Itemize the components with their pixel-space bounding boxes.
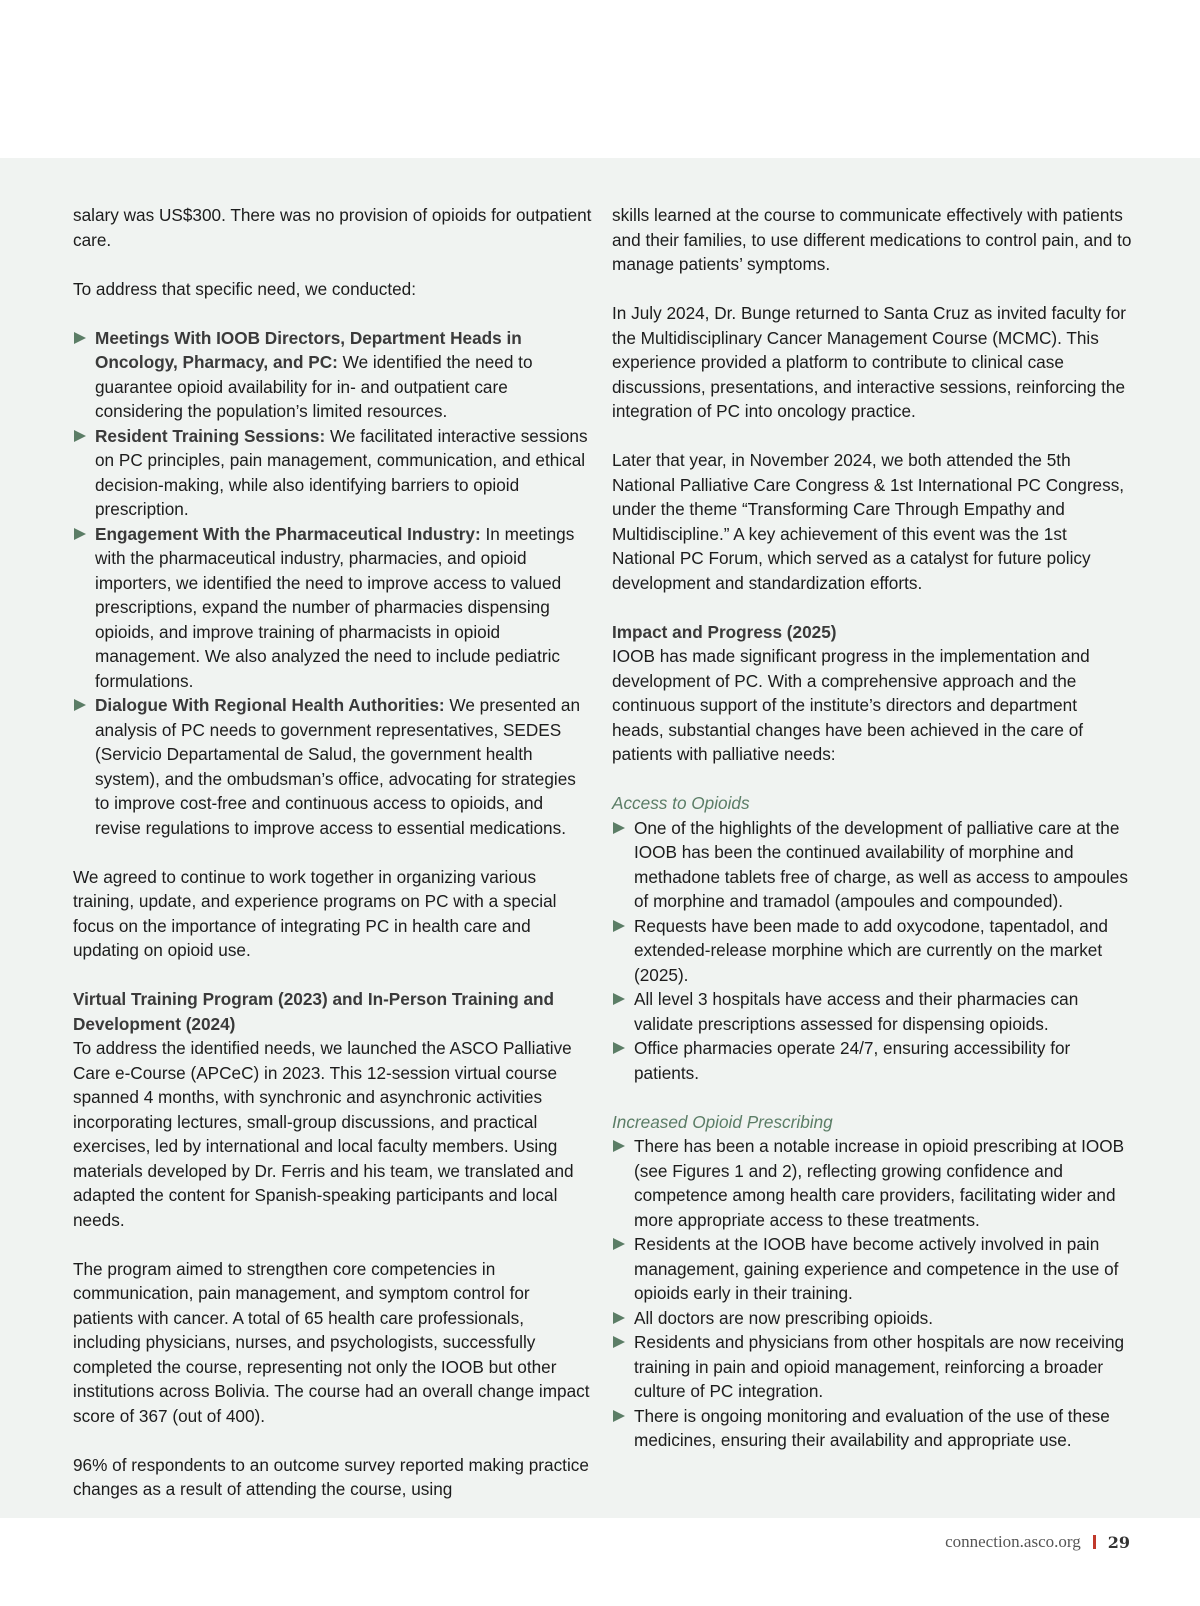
list-item: Residents at the IOOB have become actively involved in pain management, gaining experience and competence in the use of opioids early in their training. — [612, 1232, 1132, 1306]
page-footer — [945, 1532, 1130, 1552]
triangle-bullet-icon — [74, 430, 86, 442]
paragraph-later: Later that year, in November 2024, we both attended the 5th National Palliative Care Congress & 1st International PC Congress, under the theme “Transforming Care Through Empathy and Multidiscipline.” A key achievement of this event was the 1st National PC Forum, which served as a catalyst for future policy development and standardization efforts. — [612, 450, 1125, 593]
subheading-increased: Increased Opioid Prescribing — [612, 1111, 833, 1132]
conducted-list — [73, 326, 593, 841]
triangle-bullet-icon — [613, 1410, 625, 1422]
triangle-bullet-icon — [613, 1042, 625, 1054]
list-item: Office pharmacies operate 24/7, ensuring accessibility for patients. — [612, 1036, 1132, 1085]
list-item: Dialogue With Regional Health Authorities: We presented an analysis of PC needs to government representatives, SEDES (Servicio Departamental de Salud, the government health system), and the ombudsman’s office, advocating for strategies to improve cost-free and continuous access to opioids, and revise regulations to improve access to essential medications. — [73, 693, 593, 840]
triangle-bullet-icon — [74, 528, 86, 540]
triangle-bullet-icon — [74, 332, 86, 344]
increased-list — [612, 1134, 1132, 1453]
paragraph-address: To address that specific need, we conducted: — [73, 278, 417, 299]
paragraph-skills: skills learned at the course to communicate effectively with patients and their families, to use different medications to control pain, and to manage patients’ symptoms. — [612, 205, 1132, 274]
list-item: There is ongoing monitoring and evaluation of the use of these medicines, ensuring their availability and appropriate use. — [612, 1404, 1132, 1453]
triangle-bullet-icon — [613, 993, 625, 1005]
triangle-bullet-icon — [74, 699, 86, 711]
paragraph-july: In July 2024, Dr. Bunge returned to Santa Cruz as invited faculty for the Multidisciplinary Cancer Management Course (MCMC). This experience provided a platform to contribute to clinical case discussions, presentations, and interactive sessions, reinforcing the integration of PC into oncology practice. — [612, 303, 1126, 421]
list-item: Requests have been made to add oxycodone, tapentadol, and extended-release morphine which are currently on the market (2025). — [612, 914, 1132, 988]
list-item: All level 3 hospitals have access and their pharmacies can validate prescriptions assessed for dispensing opioids. — [612, 987, 1132, 1036]
paragraph-agreed: We agreed to continue to work together in organizing various training, update, and experience programs on PC with a special focus on the importance of integrating PC in health care and updating on opioid use. — [73, 866, 557, 960]
list-item: Engagement With the Pharmaceutical Industry: In meetings with the pharmaceutical industry, pharmacies, and opioid importers, we identified the need to improve access to valued prescriptions, expand the number of pharmacies dispensing opioids, and improve training of pharmacists in opioid management. We also analyzed the need to include pediatric formulations. — [73, 522, 593, 694]
triangle-bullet-icon — [613, 920, 625, 932]
paragraph-virtual: To address the identified needs, we launched the ASCO Palliative Care e-Course (APCeC) in 2023. This 12-session virtual course spanned 4 months, with synchronic and asynchronic activities incorporating lectures, small-group discussions, and practical exercises, led by international and local faculty members. Using materials developed by Dr. Ferris and his team, we translated and adapted the content for Spanish-speaking participants and local needs. — [73, 1038, 574, 1230]
access-list — [612, 816, 1132, 1086]
list-item: Resident Training Sessions: We facilitated interactive sessions on PC principles, pain management, communication, and ethical decision-making, while also identifying barriers to opioid prescription. — [73, 424, 593, 522]
list-item: Meetings With IOOB Directors, Department Heads in Oncology, Pharmacy, and PC: We identified the need to guarantee opioid availability for in- and outpatient care considering the population’s limited resources. — [73, 326, 593, 424]
paragraph-impact: IOOB has made significant progress in the implementation and development of PC. With a comprehensive approach and the continuous support of the institute’s directors and department heads, substantial changes have been achieved in the care of patients with palliative needs: — [612, 646, 1090, 764]
triangle-bullet-icon — [613, 1140, 625, 1152]
footer-site-link[interactable]: connection.asco.org — [945, 1532, 1081, 1551]
triangle-bullet-icon — [613, 1312, 625, 1324]
list-item: One of the highlights of the development of palliative care at the IOOB has been the continued availability of morphine and methadone tablets free of charge, as well as access to ampoules of morphine and tramadol (ampoules and compounded). — [612, 816, 1132, 914]
paragraph-survey: 96% of respondents to an outcome survey reported making practice changes as a result of attending the course, using — [73, 1454, 589, 1499]
list-item: Residents and physicians from other hospitals are now receiving training in pain and opioid management, reinforcing a broader culture of PC integration. — [612, 1330, 1132, 1404]
heading-virtual-training: Virtual Training Program (2023) and In-Person Training and Development (2024) — [73, 989, 555, 1034]
subheading-access: Access to Opioids — [612, 793, 750, 813]
heading-impact: Impact and Progress (2025) — [612, 621, 837, 642]
list-item: There has been a notable increase in opioid prescribing at IOOB (see Figures 1 and 2), reflecting growing confidence and competence among health care providers, facilitating wider and more appropriate access to these treatments. — [612, 1134, 1132, 1232]
left-column — [73, 203, 593, 1526]
page-number: 29 — [1107, 1532, 1130, 1552]
right-column — [612, 203, 1132, 1477]
triangle-bullet-icon — [613, 1238, 625, 1250]
triangle-bullet-icon — [613, 822, 625, 834]
paragraph-salary: salary was US$300. There was no provision of opioids for outpatient care. — [73, 205, 592, 250]
list-item: All doctors are now prescribing opioids. — [612, 1306, 1132, 1331]
footer-separator — [1093, 1535, 1096, 1549]
paragraph-program: The program aimed to strengthen core competencies in communication, pain management, and symptom control for patients with cancer. A total of 65 health care professionals, including physicians, nurses, and psychologists, successfully completed the course, representing not only the IOOB but other institutions across Bolivia. The course had an overall change impact score of 367 (out of 400). — [73, 1258, 590, 1426]
triangle-bullet-icon — [613, 1336, 625, 1348]
